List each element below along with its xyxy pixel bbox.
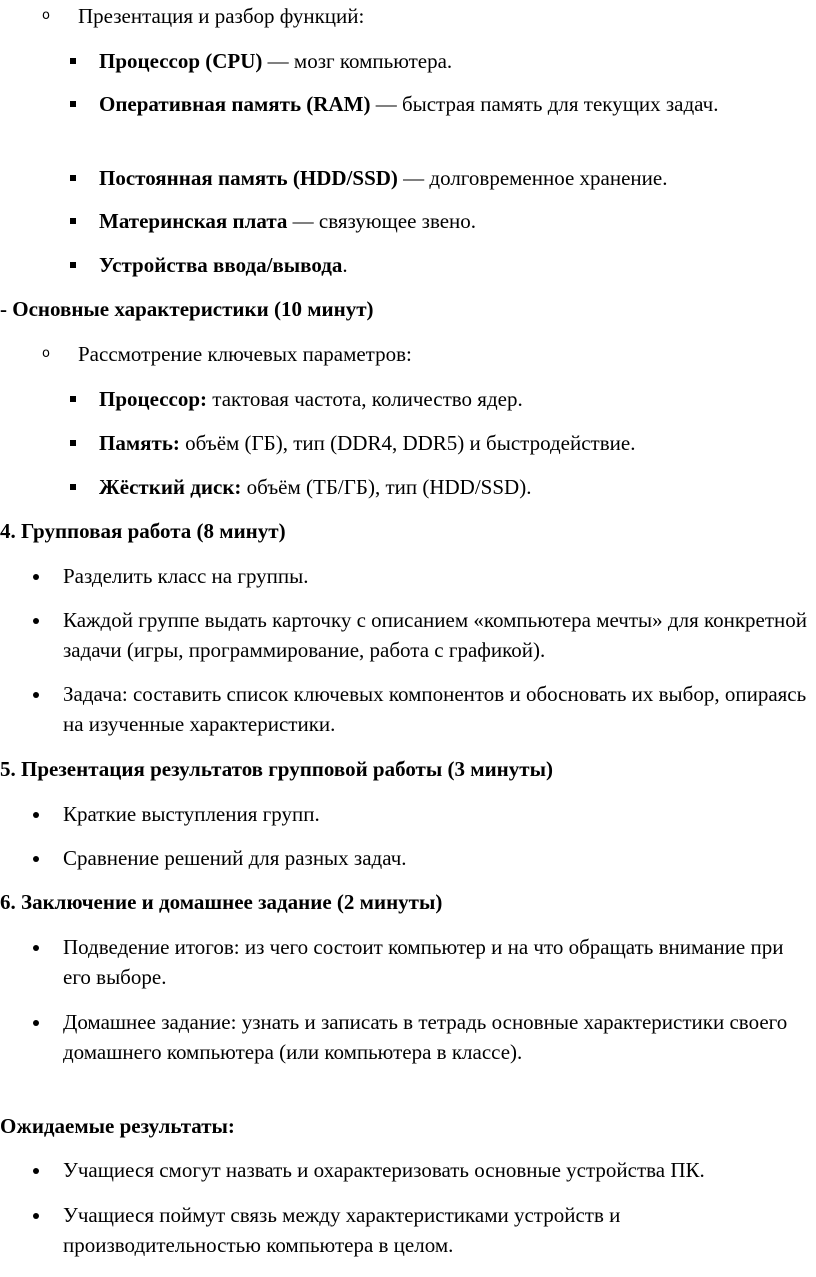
square-bullet-icon	[70, 396, 76, 402]
term: Процессор:	[99, 387, 208, 411]
description: — мозг компьютера.	[262, 49, 453, 73]
characteristics-intro: Рассмотрение ключевых параметров:	[78, 342, 412, 366]
dot-bullet-icon	[33, 574, 39, 580]
square-bullet-icon	[70, 262, 76, 268]
description: .	[342, 253, 348, 277]
square-bullet-icon	[70, 101, 76, 107]
term: Память:	[99, 431, 180, 455]
square-bullet-icon	[70, 175, 76, 181]
square-bullet-icon	[70, 218, 76, 224]
dot-bullet-icon	[33, 1020, 39, 1026]
presentation-intro: Презентация и разбор функций:	[78, 4, 365, 28]
description: — быстрая память для текущих задач.	[370, 92, 719, 116]
document-page: o Презентация и разбор функций: Процессор (CPU) — мозг компьютера. Оперативная память (RAM) — быстрая память для текущих задач. Постоянная память (HDD/SSD) — долговременное хранение. Материнская плата — связующее звено. Устройства ввода/вывода. - Основные характеристики (10 минут) o Рассмотрение ключевых параметров: Процессор: тактовая частота, количество ядер. Память: объём (ГБ), тип (DDR4, DDR5) и быстродействие. Жёсткий диск: объём (ТБ/ГБ), тип (HDD/SSD). 4. Групповая работа (8 минут) Разделить класс на группы. Каждой группе выдать карточку с описанием «компьютера мечты» для конкретной задачи (игры, программирование, работа с графикой). Задача: составить список ключевых компонентов и обосновать их выбор, опираясь на изученные характеристики. 5. Презентация результатов групповой работы (3 минуты) Краткие выступления групп. Сравнение решений для разных задач. 6. Заключение и домашнее задание (2 минуты) Подведение итогов: из чего состоит компьютер и на что обращать внимание при его выборе. Домашнее задание: узнать и записать в тетрадь основные характеристики своего домашнего компьютера (или компьютера в классе). Ожидаемые результаты: Учащиеся смогут назвать и охарактеризовать основные устройства ПК. Учащиеся поймут связь между характеристиками устройств и производительностью компьютера в целом.	[0, 0, 816, 1277]
term: Устройства ввода/вывода	[99, 253, 343, 277]
dot-bullet-icon	[33, 1213, 39, 1219]
dot-bullet-icon	[33, 618, 39, 624]
section-heading-group-results: 5. Презентация результатов групповой работы (3 минуты)	[0, 757, 553, 781]
square-bullet-icon	[70, 484, 76, 490]
section-heading-conclusion: 6. Заключение и домашнее задание (2 минуты)	[0, 890, 443, 914]
section-heading-expected: Ожидаемые результаты:	[0, 1114, 235, 1138]
dot-bullet-icon	[33, 812, 39, 818]
term: Жёсткий диск:	[99, 475, 242, 499]
term: Постоянная память (HDD/SSD)	[99, 166, 398, 190]
circle-bullet-icon: o	[42, 8, 50, 23]
term: Материнская плата	[99, 209, 288, 233]
description: — долговременное хранение.	[397, 166, 668, 190]
description: объём (ТБ/ГБ), тип (HDD/SSD).	[241, 475, 532, 499]
dot-bullet-icon	[33, 945, 39, 951]
term: Процессор (CPU)	[99, 49, 263, 73]
description: — связующее звено.	[287, 209, 477, 233]
description: объём (ГБ), тип (DDR4, DDR5) и быстродействие.	[179, 431, 636, 455]
description: тактовая частота, количество ядер.	[207, 387, 523, 411]
square-bullet-icon	[70, 440, 76, 446]
section-heading-group-work: 4. Групповая работа (8 минут)	[0, 519, 286, 543]
dot-bullet-icon	[33, 1168, 39, 1174]
dot-bullet-icon	[33, 856, 39, 862]
square-bullet-icon	[70, 58, 76, 64]
term: Оперативная память (RAM)	[99, 92, 371, 116]
section-heading-characteristics: - Основные характеристики (10 минут)	[0, 297, 374, 321]
dot-bullet-icon	[33, 692, 39, 698]
circle-bullet-icon: o	[42, 346, 50, 361]
